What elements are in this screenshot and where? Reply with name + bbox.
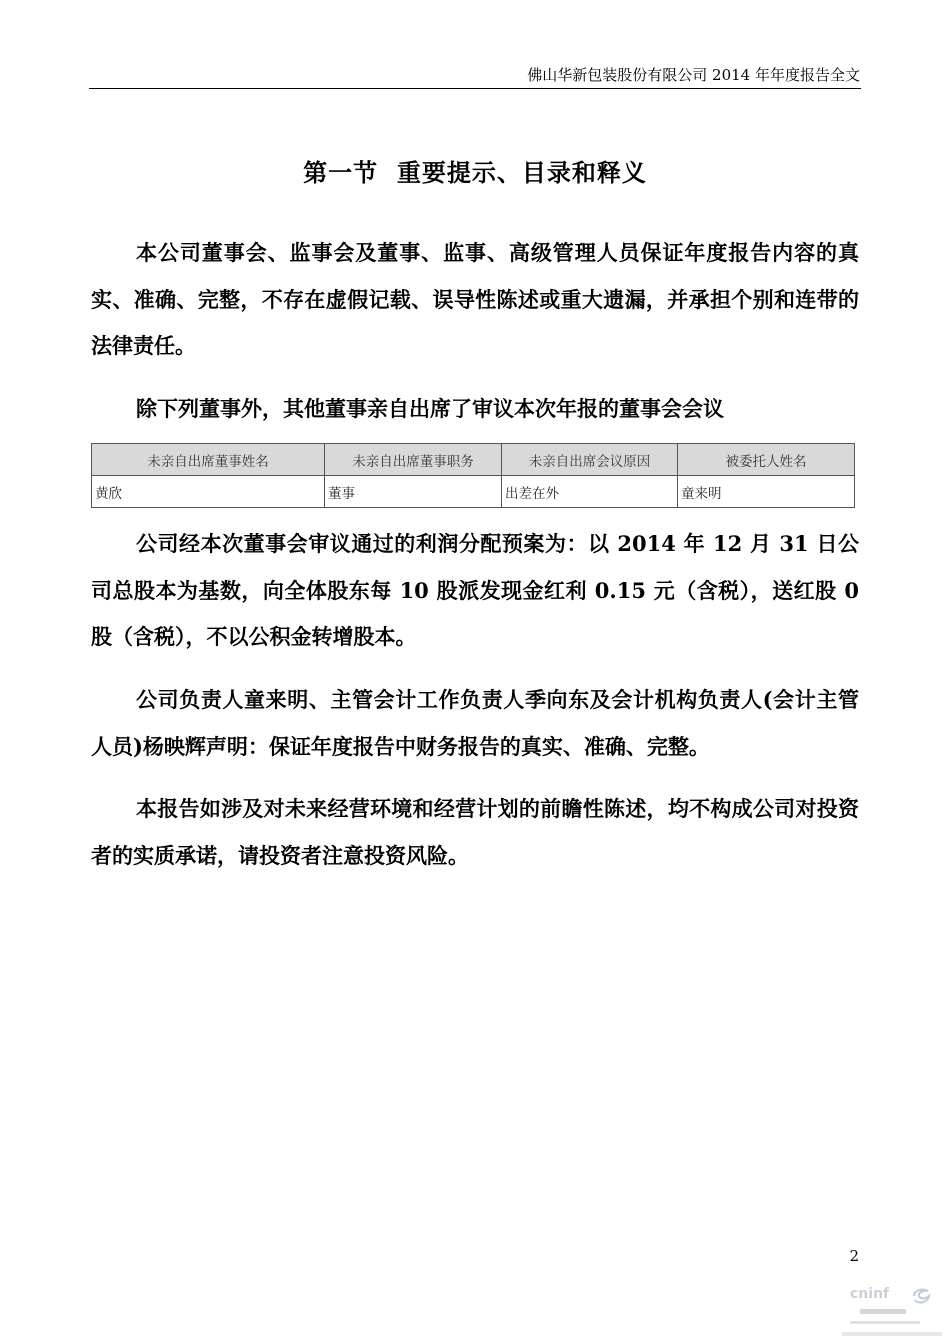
cninfo-watermark bbox=[840, 1286, 946, 1342]
table-header-cell: 未亲自出席董事职务 bbox=[325, 444, 502, 476]
paragraph-financial-declaration: 公司负责人童来明、主管会计工作负责人季向东及会计机构负责人(会计主管人员)杨映辉声明：保证年度报告中财务报告的真实、准确、完整。 bbox=[91, 687, 859, 759]
table-row bbox=[92, 476, 855, 508]
section-title: 第一节 重要提示、目录和释义 bbox=[303, 158, 647, 187]
watermark-brand: cninf bbox=[850, 1286, 890, 1302]
table-cell: 童来明 bbox=[678, 476, 855, 508]
report-header-title: 佛山华新包装股份有限公司 2014 年年度报告全文 bbox=[527, 66, 860, 84]
table-header-cell: 未亲自出席董事姓名 bbox=[92, 444, 325, 476]
table-cell: 黄欣 bbox=[92, 476, 325, 508]
header-divider bbox=[89, 88, 861, 89]
paragraph-absent-directors-intro: 除下列董事外，其他董事亲自出席了审议本次年报的董事会会议 bbox=[136, 396, 724, 421]
table-header-cell: 被委托人姓名 bbox=[678, 444, 855, 476]
table-header-row bbox=[92, 444, 855, 476]
watermark-decoration bbox=[842, 1307, 942, 1341]
cninfo-swirl-icon bbox=[911, 1286, 933, 1306]
page-number: 2 bbox=[849, 1247, 859, 1265]
table-header-cell: 未亲自出席会议原因 bbox=[502, 444, 678, 476]
table-cell: 董事 bbox=[325, 476, 502, 508]
table-cell: 出差在外 bbox=[502, 476, 678, 508]
paragraph-forward-looking-disclaimer: 本报告如涉及对未来经营环境和经营计划的前瞻性陈述，均不构成公司对投资者的实质承诺，请投资者注意投资风险。 bbox=[91, 796, 859, 868]
absent-directors-table bbox=[91, 443, 855, 508]
paragraph-responsibility-statement: 本公司董事会、监事会及董事、监事、高级管理人员保证年度报告内容的真实、准确、完整，不存在虚假记载、误导性陈述或重大遗漏，并承担个别和连带的法律责任。 bbox=[91, 240, 859, 358]
paragraph-profit-distribution: 公司经本次董事会审议通过的利润分配预案为：以 2014 年 12 月 31 日公司总股本为基数，向全体股东每 10 股派发现金红利 0.15 元（含税），送红股 0 股（含税），不以公积金转增股本。 bbox=[91, 531, 859, 649]
